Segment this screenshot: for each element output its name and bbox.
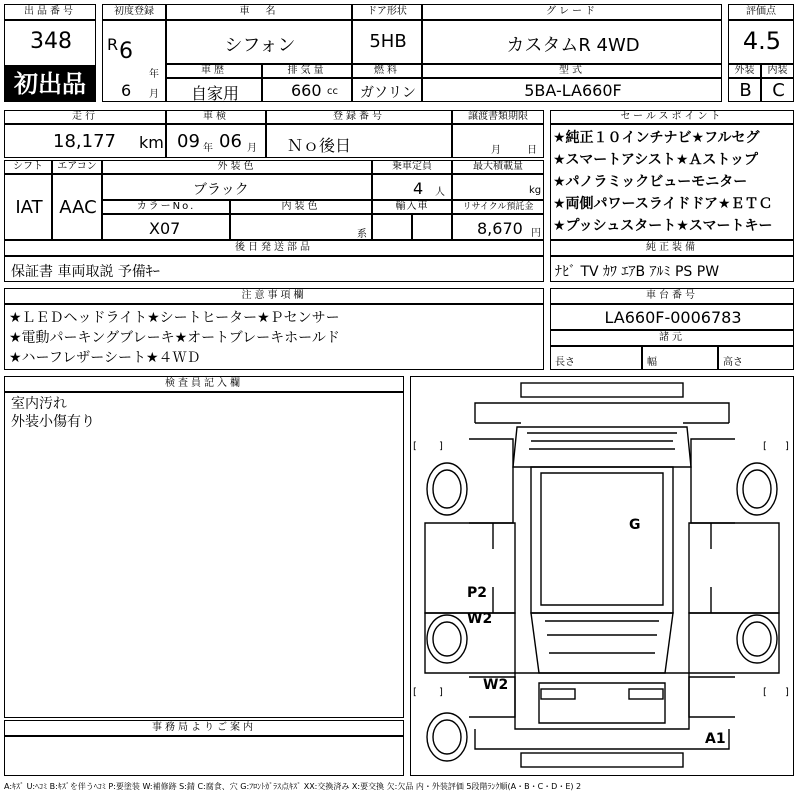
year-unit: 年 bbox=[149, 69, 159, 80]
windshield bbox=[531, 613, 673, 673]
era: R bbox=[107, 35, 119, 54]
transfer-day-unit: 日 bbox=[527, 145, 537, 156]
chassis-label: 車台番号 bbox=[550, 288, 794, 304]
chassis-number: LA660F-0006783 bbox=[604, 308, 742, 327]
damage-mark: W2 bbox=[467, 611, 493, 627]
exterior-grade-box bbox=[728, 78, 761, 102]
import-label: 輸入車 bbox=[372, 200, 452, 214]
shift-label: シフト bbox=[4, 160, 52, 174]
grade: カスタムR 4WD bbox=[506, 35, 640, 56]
interior-grade-box bbox=[761, 78, 794, 102]
color-no: X07 bbox=[149, 219, 181, 238]
cautions-box bbox=[4, 304, 544, 370]
displacement-box bbox=[262, 78, 352, 102]
inspector-note: 外装小傷有り bbox=[11, 414, 95, 430]
exterior-grade: B bbox=[739, 80, 752, 101]
office-label: 事務局よりご案内 bbox=[4, 720, 404, 736]
legend: A:ｷｽﾞ U:ﾍｺﾐ B:ｷｽﾞを伴うﾍｺﾐ P:要塗装 W:補修跡 S:錆 C:腐食、穴 G:ﾌﾛﾝﾄｶﾞﾗｽ点ｷｽﾞ XX:交換済み X:要交換 欠:欠品 内・外装評価 5段階ﾗﾝｸ順(A・B・C・D・E) 2 bbox=[4, 782, 582, 791]
recycle-box bbox=[452, 214, 544, 240]
damage-diagram bbox=[410, 376, 794, 776]
capacity-box bbox=[372, 174, 452, 200]
damage-mark: P2 bbox=[467, 585, 488, 601]
transfer-label: 譲渡書類期限 bbox=[452, 110, 544, 124]
roof bbox=[531, 467, 673, 613]
recycle-unit: 円 bbox=[531, 228, 541, 239]
height-label: 高さ bbox=[723, 357, 743, 368]
lot-number-box bbox=[4, 20, 96, 66]
score: 4.5 bbox=[742, 27, 782, 55]
caution-line: ★ハーフレザーシート★４ＷＤ bbox=[9, 350, 201, 366]
bracket-close: ] bbox=[439, 687, 443, 698]
aircon-box bbox=[52, 174, 102, 240]
front-light-left bbox=[541, 689, 575, 699]
lot-number-label: 出品番号 bbox=[4, 4, 96, 20]
import-box-1 bbox=[372, 214, 412, 240]
width-label: 幅 bbox=[647, 357, 657, 368]
bracket-close: ] bbox=[785, 441, 789, 452]
mileage-label: 走行 bbox=[4, 110, 166, 124]
fuel: ガソリン bbox=[360, 85, 416, 101]
first-reg-month: 6 bbox=[121, 81, 132, 100]
int-color-label: 内装色 bbox=[230, 200, 372, 214]
ext-color: ブラック bbox=[193, 182, 249, 198]
aircon-label: エアコン bbox=[52, 160, 102, 174]
transfer-month-unit: 月 bbox=[491, 145, 501, 156]
sales-points-box bbox=[550, 124, 794, 240]
inspection-month-unit: 月 bbox=[247, 143, 257, 154]
later-parts-box bbox=[4, 256, 544, 282]
displacement: 660 bbox=[291, 81, 322, 100]
inspection-year: 09 bbox=[177, 131, 200, 152]
later-parts-label: 後日発送部品 bbox=[4, 240, 544, 256]
lot-number: 348 bbox=[30, 29, 72, 54]
first-reg-year: 6 bbox=[119, 39, 133, 64]
inspection-month: 06 bbox=[219, 131, 242, 152]
door-type: 5HB bbox=[369, 31, 407, 52]
reg-number-label: 登録番号 bbox=[266, 110, 452, 124]
door-box bbox=[352, 20, 422, 64]
sales-point-line: ★両側パワースライドドア★ＥＴＣ bbox=[553, 196, 773, 212]
bracket-open: [ bbox=[763, 441, 767, 452]
displacement-unit: cc bbox=[327, 86, 338, 97]
model-code: 5BA-LA660F bbox=[524, 81, 622, 100]
reg-number-box bbox=[266, 124, 452, 158]
shift: IAT bbox=[15, 197, 43, 218]
equipment-items: ﾅﾋﾞ TV ｶﾜ ｴｱB ｱﾙﾐ PS PW bbox=[555, 264, 720, 280]
ext-color-box bbox=[102, 174, 372, 200]
load-unit: kg bbox=[529, 185, 542, 196]
score-box bbox=[728, 20, 794, 64]
sales-point-line: ★パノラミックビューモニター bbox=[553, 174, 748, 190]
mileage: 18,177 bbox=[53, 131, 116, 152]
interior-grade: C bbox=[772, 80, 785, 101]
recycle-label: リサイクル預託金 bbox=[452, 200, 544, 214]
caution-line: ★ＬＥＤヘッドライト★シートヒーター★Ｐセンサー bbox=[9, 310, 340, 326]
color-no-box bbox=[102, 214, 230, 240]
first-listing-badge: 初出品 bbox=[4, 66, 96, 102]
color-no-label: カラーNo. bbox=[102, 200, 230, 214]
sales-points-label: セールスポイント bbox=[550, 110, 794, 124]
damage-mark: A1 bbox=[705, 731, 726, 747]
cautions-label: 注意事項欄 bbox=[4, 288, 544, 304]
load-label: 最大積載量 bbox=[452, 160, 544, 174]
grade-box bbox=[422, 20, 722, 64]
front-bumper bbox=[521, 753, 683, 767]
ext-color-label: 外装色 bbox=[102, 160, 372, 174]
right-front-door bbox=[689, 613, 779, 673]
score-label: 評価点 bbox=[728, 4, 794, 20]
history-box bbox=[166, 78, 262, 102]
displacement-label: 排気量 bbox=[262, 64, 352, 78]
model-code-label: 型式 bbox=[422, 64, 722, 78]
length-label: 長さ bbox=[555, 357, 575, 368]
height-box bbox=[718, 346, 794, 370]
inspection-box bbox=[166, 124, 266, 158]
bracket-open: [ bbox=[413, 687, 417, 698]
interior-label: 内装 bbox=[761, 64, 794, 78]
first-reg-label: 初度登録 bbox=[102, 4, 166, 20]
first-reg-box bbox=[102, 20, 166, 102]
right-side-rear-door bbox=[689, 523, 779, 613]
capacity: 4 bbox=[413, 179, 424, 198]
equipment-box bbox=[550, 256, 794, 282]
sales-point-line: ★スマートアシスト★Ａストップ bbox=[553, 152, 759, 168]
bracket-open: [ bbox=[763, 687, 767, 698]
import-box-2 bbox=[412, 214, 452, 240]
office-box bbox=[4, 736, 404, 776]
int-color-box bbox=[230, 214, 372, 240]
shift-box bbox=[4, 174, 52, 240]
aircon: AAC bbox=[59, 197, 97, 218]
inspector-box bbox=[4, 392, 404, 718]
car-name-label: 車 名 bbox=[166, 4, 352, 20]
history-label: 車歴 bbox=[166, 64, 262, 78]
chassis-box bbox=[550, 304, 794, 330]
fuel-label: 燃料 bbox=[352, 64, 422, 78]
caution-line: ★電動パーキングブレーキ★オートブレーキホールド bbox=[9, 330, 340, 346]
car-name-box bbox=[166, 20, 352, 64]
sales-point-line: ★純正１０インチナビ★フルセグ bbox=[553, 130, 760, 146]
fuel-box bbox=[352, 78, 422, 102]
grade-label: グレード bbox=[422, 4, 722, 20]
dims-label: 諸元 bbox=[550, 330, 794, 346]
front-light-right bbox=[629, 689, 663, 699]
bracket-open: [ bbox=[413, 441, 417, 452]
door-label: ドア形状 bbox=[352, 4, 422, 20]
mileage-box bbox=[4, 124, 166, 158]
exterior-label: 外装 bbox=[728, 64, 761, 78]
car-outline-diagram bbox=[411, 377, 793, 775]
sales-point-line: ★プッシュスタート★スマートキー bbox=[553, 218, 773, 234]
damage-mark: G bbox=[629, 517, 641, 533]
capacity-unit: 人 bbox=[435, 187, 445, 198]
history: 自家用 bbox=[190, 84, 239, 103]
reg-number: Ｎｏ後日 bbox=[287, 136, 352, 155]
recycle: 8,670 bbox=[477, 219, 523, 238]
inspection-label: 車検 bbox=[166, 110, 266, 124]
bracket-close: ] bbox=[785, 687, 789, 698]
int-color-unit: 系 bbox=[357, 229, 367, 240]
mileage-unit: km bbox=[139, 133, 164, 152]
capacity-label: 乗車定員 bbox=[372, 160, 452, 174]
damage-mark: W2 bbox=[483, 677, 509, 693]
length-box bbox=[550, 346, 642, 370]
bracket-close: ] bbox=[439, 441, 443, 452]
inspector-label: 検査員記入欄 bbox=[4, 376, 404, 392]
rear-bumper-top bbox=[521, 383, 683, 397]
equipment-label: 純正装備 bbox=[550, 240, 794, 256]
hood bbox=[515, 673, 689, 729]
month-unit: 月 bbox=[149, 89, 159, 100]
model-code-box bbox=[422, 78, 722, 102]
transfer-box bbox=[452, 124, 544, 158]
inspector-note: 室内汚れ bbox=[11, 396, 67, 412]
load-box bbox=[452, 174, 544, 200]
later-parts: 保証書 車両取説 予備ｷｰ bbox=[11, 264, 160, 280]
width-box bbox=[642, 346, 718, 370]
inspection-year-unit: 年 bbox=[203, 143, 213, 154]
car-name: シフォン bbox=[224, 35, 296, 56]
